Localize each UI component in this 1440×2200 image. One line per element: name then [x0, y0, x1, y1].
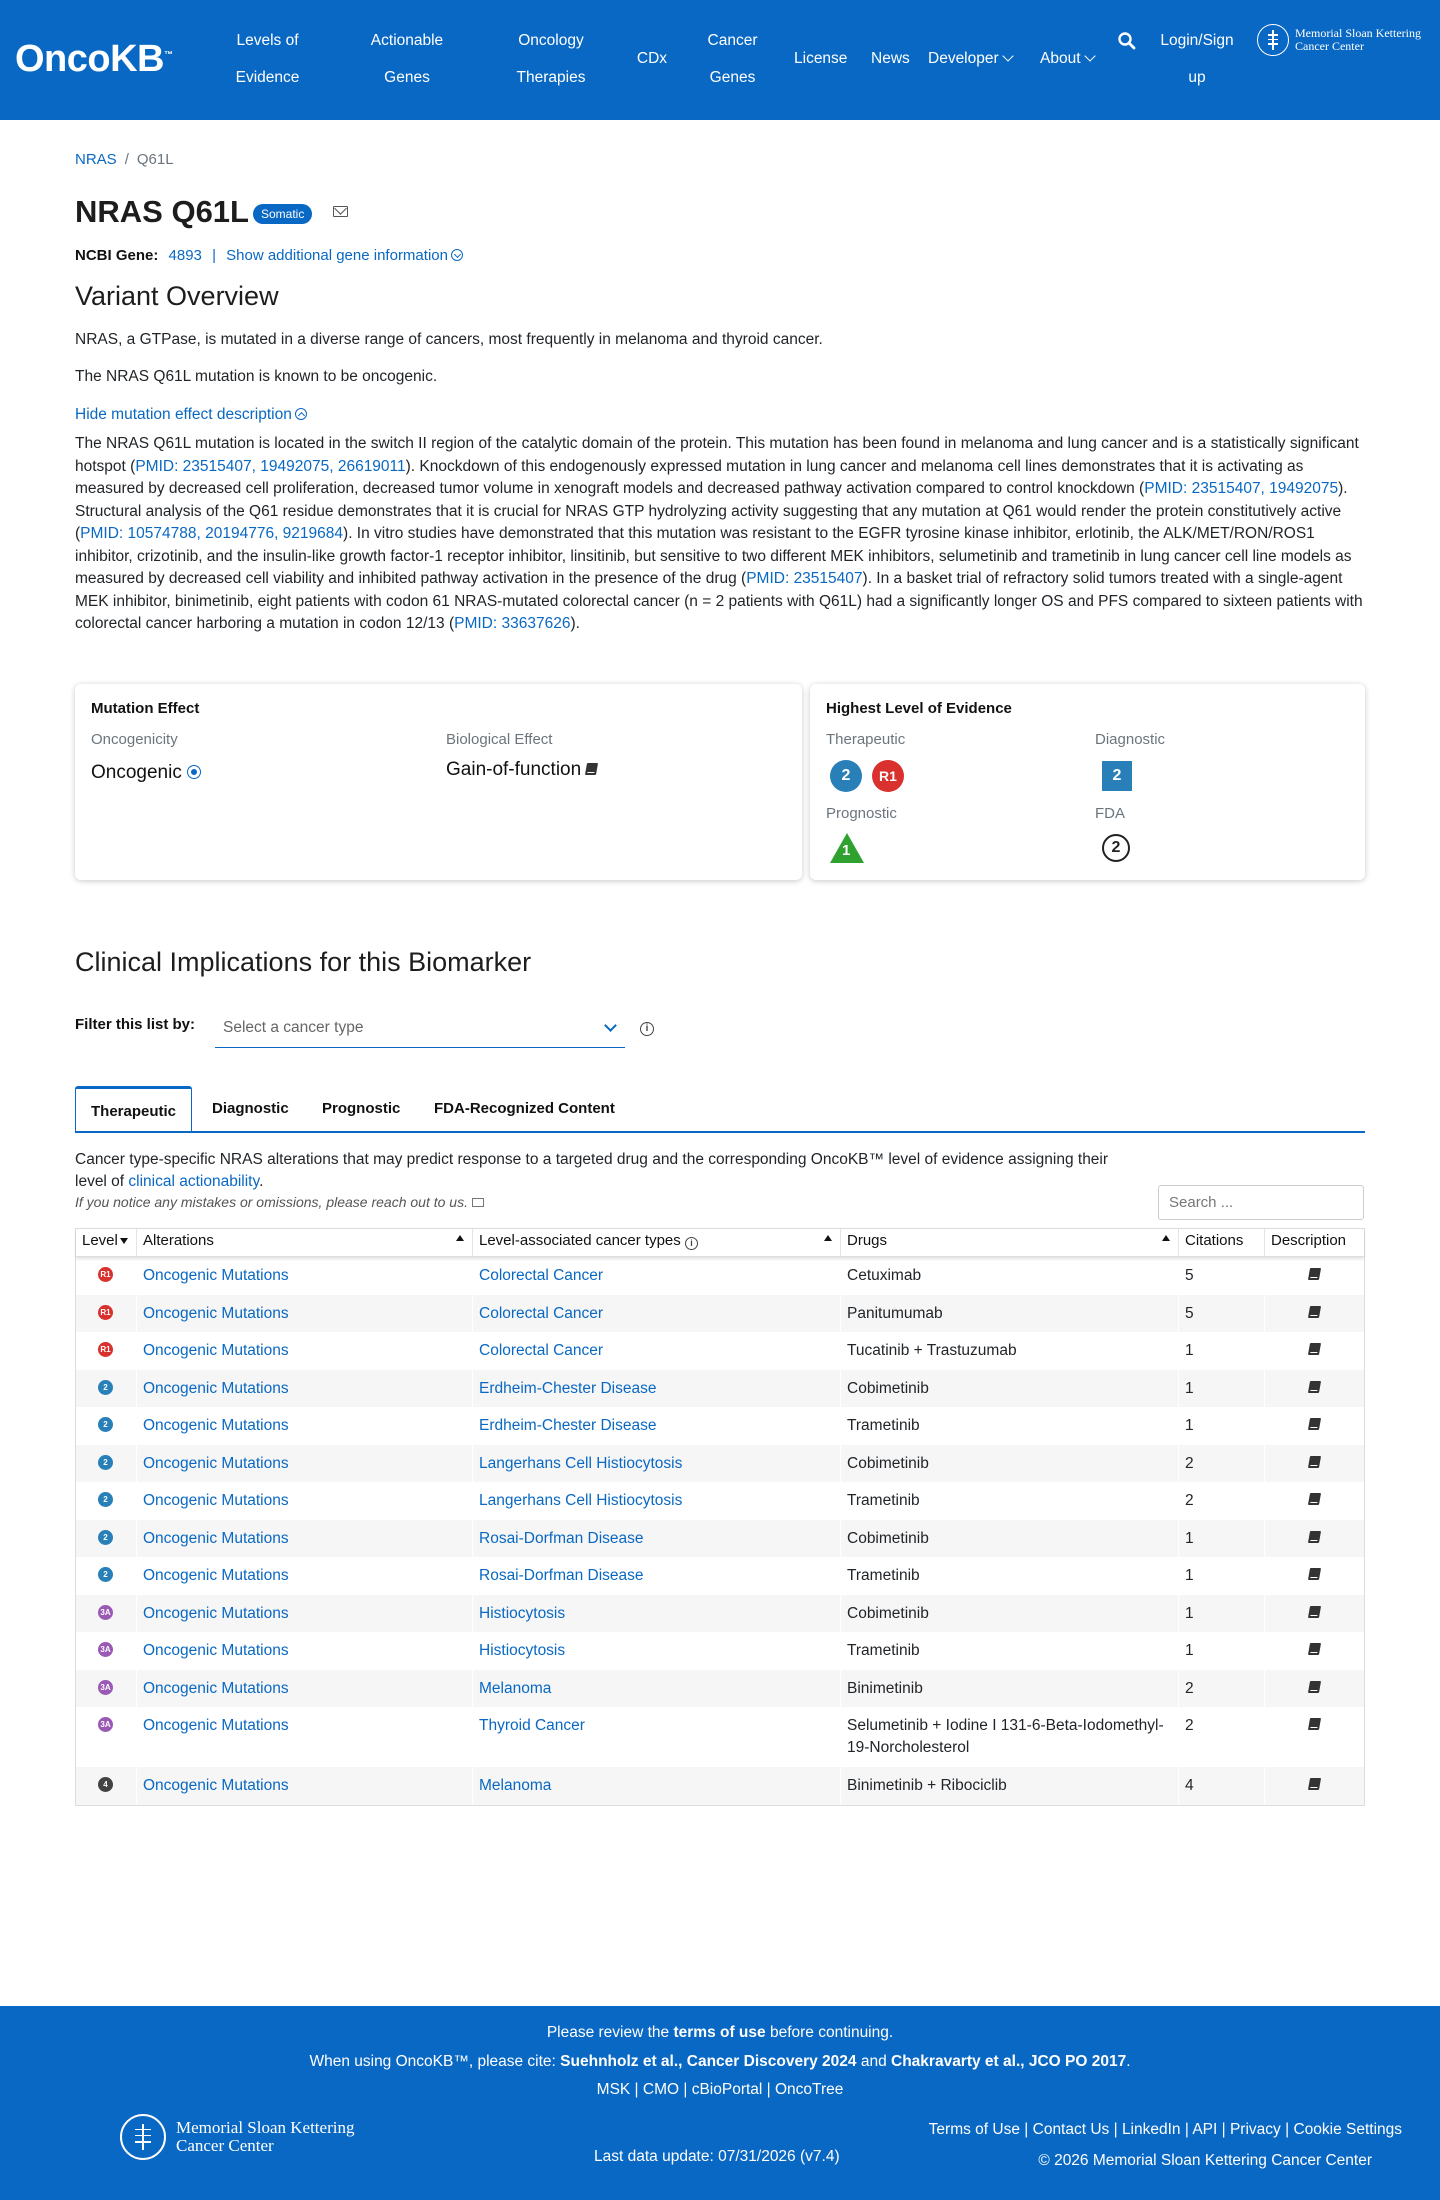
ncbi-gene-line — [75, 247, 463, 264]
description-cell — [1265, 1707, 1364, 1767]
level-icon[interactable]: 2 — [98, 1567, 113, 1582]
therapeutic-table — [75, 1228, 1365, 1806]
book-icon[interactable] — [1308, 1343, 1321, 1355]
mutation-effect-card — [75, 684, 802, 880]
top-navbar — [0, 0, 1440, 120]
cancer-type-link[interactable]: Melanoma — [479, 1679, 552, 1697]
chevron-down-icon — [604, 1019, 617, 1032]
nav-about[interactable]: About — [1040, 40, 1094, 77]
level-icon[interactable]: R1 — [98, 1267, 113, 1282]
msk-emblem-icon — [120, 2114, 166, 2160]
somatic-badge: Somatic — [253, 204, 312, 224]
cancer-type-cell — [473, 1482, 841, 1520]
table-row — [76, 1370, 1364, 1408]
table-row — [76, 1257, 1364, 1295]
col-alterations[interactable]: Alterations — [137, 1229, 473, 1256]
cancer-type-link[interactable]: Erdheim-Chester Disease — [479, 1379, 657, 1397]
ncbi-label: NCBI Gene: — [75, 247, 159, 264]
description-cell — [1265, 1632, 1364, 1670]
book-icon[interactable] — [1308, 1381, 1321, 1393]
cancer-type-link[interactable]: Colorectal Cancer — [479, 1342, 604, 1359]
book-icon[interactable] — [1308, 1456, 1321, 1468]
breadcrumb-gene-link[interactable]: NRAS — [75, 151, 117, 168]
book-icon[interactable] — [1308, 1681, 1321, 1693]
cancer-type-link[interactable]: Histiocytosis — [479, 1604, 566, 1622]
filter-label: Filter this list by: — [75, 1016, 196, 1033]
level-cell — [76, 1557, 137, 1595]
level-px1-icon[interactable]: 1 — [830, 833, 864, 863]
sort-desc-icon — [120, 1238, 128, 1244]
alteration-link[interactable]: Oncogenic Mutations — [143, 1417, 289, 1434]
level-cell — [76, 1707, 137, 1767]
drug-cell: Trametinib — [841, 1557, 1179, 1595]
show-gene-info-link[interactable]: Show additional gene information — [226, 247, 463, 264]
alteration-cell — [137, 1445, 473, 1483]
tabs-underline — [75, 1131, 1365, 1133]
cancer-type-cell — [473, 1445, 841, 1483]
cancer-type-cell — [473, 1557, 841, 1595]
level-cell — [76, 1482, 137, 1520]
level-cell — [76, 1632, 137, 1670]
info-icon[interactable]: i — [685, 1237, 698, 1250]
level-icon[interactable]: 3A — [98, 1680, 113, 1695]
level-icon[interactable]: 3A — [98, 1717, 113, 1732]
cancer-type-cell — [473, 1707, 841, 1767]
footer-linkedin-link[interactable]: LinkedIn — [1121, 2121, 1181, 2138]
breadcrumb-separator: / — [124, 151, 129, 168]
mail-icon[interactable] — [472, 1198, 484, 1207]
level-icon[interactable]: R1 — [98, 1305, 113, 1320]
drug-cell: Cobimetinib — [841, 1520, 1179, 1558]
citations-cell[interactable]: 1 — [1179, 1595, 1265, 1633]
table-search-input[interactable] — [1158, 1185, 1364, 1220]
tab-fda-recognized[interactable]: FDA-Recognized Content — [434, 1100, 615, 1117]
cite-chakravarty-link[interactable]: Chakravarty et al., JCO PO 2017 — [891, 2053, 1127, 2070]
pmid-link[interactable]: PMID: 23515407, 19492075 — [1144, 480, 1339, 497]
table-row — [76, 1295, 1364, 1333]
footer-partner-links: MSK | CMO | cBioPortal | OncoTree — [596, 2081, 844, 2098]
level-cell — [76, 1670, 137, 1708]
citations-cell[interactable]: 2 — [1179, 1445, 1265, 1483]
table-row — [76, 1595, 1364, 1633]
cancer-type-select-placeholder: Select a cancer type — [223, 1019, 364, 1036]
footer-link-msk[interactable]: MSK — [596, 2081, 631, 2098]
cancer-type-cell — [473, 1257, 841, 1295]
table-row — [76, 1482, 1364, 1520]
footer-link-cbioportal[interactable]: cBioPortal — [691, 2081, 763, 2098]
level-cell — [76, 1767, 137, 1805]
nav-oncology-therapies[interactable]: Oncology Therapies — [516, 32, 586, 86]
description-cell — [1265, 1557, 1364, 1595]
level-icon[interactable]: 4 — [98, 1777, 113, 1792]
description-text: ). Knockdown of this endogenously expressed mutation in lung cancer and melanoma cell lines demonstrates that it is activating as measured by decreased cell proliferation, decreased tumor volume in xenograft models and decreased pathway activation compared to control knockdown ( — [75, 457, 1304, 497]
alteration-link[interactable]: Oncogenic Mutations — [143, 1777, 289, 1794]
description-cell — [1265, 1295, 1364, 1333]
ncbi-gene-id-link[interactable]: 4893 — [168, 247, 202, 264]
oncogenic-statement: The NRAS Q61L mutation is known to be oncogenic. — [75, 368, 438, 385]
fda-level-2-icon[interactable]: 2 — [1102, 834, 1130, 862]
book-icon[interactable] — [1308, 1268, 1321, 1280]
book-icon[interactable] — [1308, 1778, 1321, 1790]
sort-icon — [1162, 1235, 1170, 1241]
alteration-cell — [137, 1332, 473, 1370]
chevron-circle-up-icon — [295, 408, 307, 420]
cancer-type-link[interactable]: Colorectal Cancer — [479, 1304, 604, 1322]
drug-cell: Trametinib — [841, 1482, 1179, 1520]
oncokb-logo[interactable]: OncoKB™ — [15, 38, 173, 80]
book-icon[interactable] — [1308, 1606, 1321, 1618]
feedback-note: If you notice any mistakes or omissions, please reach out to us. — [75, 1194, 484, 1210]
description-cell — [1265, 1520, 1364, 1558]
therapeutic-intro: Cancer type-specific NRAS alterations that may predict response to a targeted drug and the corresponding OncoKB™ level of evidence assigning their level of clinical actionability. — [75, 1151, 1109, 1190]
nav-developer[interactable]: Developer — [928, 40, 1012, 77]
footer-contact-link[interactable]: Contact Us — [1032, 2121, 1110, 2138]
alteration-link[interactable]: Oncogenic Mutations — [143, 1267, 289, 1284]
footer-right-links: Terms of Use | Contact Us | LinkedIn | API | Privacy | Cookie Settings — [928, 2121, 1402, 2138]
cancer-type-link[interactable]: Melanoma — [479, 1777, 552, 1794]
level-cell — [76, 1407, 137, 1445]
alteration-link[interactable]: Oncogenic Mutations — [143, 1717, 289, 1734]
level-r1-icon[interactable]: R1 — [872, 760, 904, 792]
last-data-update: Last data update: 07/31/2026 (v7.4) — [594, 2148, 840, 2165]
drug-cell: Panitumumab — [841, 1295, 1179, 1333]
citations-cell[interactable]: 5 — [1179, 1295, 1265, 1333]
description-text: ). In vitro studies have demonstrated that this mutation was resistant to the EGFR tyrosine kinase inhibitor, erlotinib, the ALK/MET/RON/ROS1 inhibitor, crizotinib, and the insulin-like growth factor-1 receptor inhibitor, linsitinib, but sensitive to two different MEK inhibitors, selumetinib and trametinib in lung cancer cell line models as measured by decreased cell viability and inhibited pathway activation in the presence of the drug ( — [75, 525, 1352, 587]
col-cancer-types[interactable]: Level-associated cancer types i — [473, 1229, 841, 1256]
cancer-type-link[interactable]: Colorectal Cancer — [479, 1267, 604, 1284]
footer-api-link[interactable]: API — [1192, 2121, 1218, 2138]
alteration-cell — [137, 1295, 473, 1333]
level-cell — [76, 1332, 137, 1370]
cancer-type-link[interactable]: Rosai-Dorfman Disease — [479, 1529, 644, 1547]
drug-cell: Cetuximab — [841, 1257, 1179, 1295]
citations-cell[interactable]: 1 — [1179, 1370, 1265, 1408]
description-cell — [1265, 1332, 1364, 1370]
footer-privacy-link[interactable]: Privacy — [1229, 2121, 1281, 2138]
alteration-cell — [137, 1595, 473, 1633]
drug-cell: Binimetinib — [841, 1670, 1179, 1708]
citations-cell[interactable]: 1 — [1179, 1332, 1265, 1370]
level-icon[interactable]: R1 — [98, 1342, 113, 1357]
table-row — [76, 1767, 1364, 1805]
alteration-cell — [137, 1520, 473, 1558]
biological-effect-value: Gain-of-function — [446, 759, 597, 781]
citations-cell[interactable]: 1 — [1179, 1557, 1265, 1595]
alteration-link[interactable]: Oncogenic Mutations — [143, 1679, 289, 1697]
alteration-link[interactable]: Oncogenic Mutations — [143, 1454, 289, 1472]
chevron-down-icon — [1002, 50, 1013, 61]
prognostic-label: Prognostic — [826, 805, 897, 822]
mutation-effect-description — [75, 433, 1365, 636]
pmid-link[interactable]: PMID: 33637626 — [454, 615, 571, 632]
table-row — [76, 1520, 1364, 1558]
nav-cancer-genes[interactable]: Cancer Genes — [707, 32, 758, 86]
chevron-down-icon — [1084, 50, 1095, 61]
mutation-effect-title: Mutation Effect — [91, 700, 200, 717]
alteration-cell — [137, 1407, 473, 1445]
description-cell — [1265, 1767, 1364, 1805]
search-icon[interactable] — [1117, 31, 1137, 51]
terms-of-use-link[interactable]: terms of use — [673, 2024, 766, 2041]
level-2-icon[interactable]: 2 — [830, 760, 862, 792]
footer-cookie-link[interactable]: Cookie Settings — [1293, 2121, 1402, 2138]
drug-cell: Tucatinib + Trastuzumab — [841, 1332, 1179, 1370]
biological-effect-label: Biological Effect — [446, 731, 553, 748]
highest-level-card — [810, 684, 1365, 880]
oncogenicity-value: Oncogenic — [91, 762, 201, 784]
breadcrumb-current: Q61L — [136, 151, 174, 168]
drug-cell: Binimetinib + Ribociclib — [841, 1767, 1179, 1805]
alteration-cell — [137, 1482, 473, 1520]
drug-cell: Trametinib — [841, 1407, 1179, 1445]
description-cell — [1265, 1257, 1364, 1295]
level-cell — [76, 1295, 137, 1333]
nav-login-signup[interactable]: Login/Sign up — [1160, 32, 1234, 86]
cancer-type-cell — [473, 1407, 841, 1445]
cite-suehnholz-link[interactable]: Suehnholz et al., Cancer Discovery 2024 — [560, 2053, 857, 2070]
cancer-type-cell — [473, 1295, 841, 1333]
cancer-type-cell — [473, 1520, 841, 1558]
footer-msk-logo[interactable]: Memorial Sloan Kettering Cancer Center — [120, 2114, 354, 2160]
drug-cell: Trametinib — [841, 1632, 1179, 1670]
hide-mutation-effect-link[interactable]: Hide mutation effect description — [75, 404, 1365, 427]
description-text: ). — [570, 615, 580, 632]
cancer-type-link[interactable]: Erdheim-Chester Disease — [479, 1417, 657, 1434]
citations-cell[interactable]: 4 — [1179, 1767, 1265, 1805]
sort-icon — [824, 1235, 832, 1241]
cancer-type-link[interactable]: Langerhans Cell Histiocytosis — [479, 1492, 683, 1509]
table-row — [76, 1670, 1364, 1708]
table-body — [76, 1257, 1364, 1805]
book-icon[interactable] — [1308, 1418, 1321, 1430]
level-icon[interactable]: 2 — [98, 1492, 113, 1507]
alteration-link[interactable]: Oncogenic Mutations — [143, 1642, 289, 1659]
table-row — [76, 1707, 1364, 1767]
pmid-link[interactable]: PMID: 23515407 — [746, 570, 863, 587]
level-icon[interactable]: 3A — [98, 1605, 113, 1620]
cancer-type-cell — [473, 1332, 841, 1370]
footer-link-cmo[interactable]: CMO — [642, 2081, 680, 2098]
description-cell — [1265, 1595, 1364, 1633]
cancer-type-link[interactable]: Rosai-Dorfman Disease — [479, 1567, 644, 1584]
alteration-link[interactable]: Oncogenic Mutations — [143, 1492, 289, 1509]
fda-label: FDA — [1095, 805, 1125, 822]
alteration-cell — [137, 1767, 473, 1805]
cancer-type-cell — [473, 1595, 841, 1633]
nav-levels-of-evidence[interactable]: Levels of Evidence — [235, 32, 300, 86]
msk-logo[interactable]: Memorial Sloan Kettering Cancer Center — [1257, 24, 1421, 56]
alteration-cell — [137, 1670, 473, 1708]
oncogenicity-label: Oncogenicity — [91, 731, 178, 748]
book-icon[interactable] — [1308, 1306, 1321, 1318]
sort-icon — [456, 1235, 464, 1241]
table-row — [76, 1632, 1364, 1670]
variant-overview-heading: Variant Overview — [75, 281, 279, 311]
cancer-type-cell — [473, 1670, 841, 1708]
ncbi-separator: | — [212, 247, 216, 264]
level-cell — [76, 1595, 137, 1633]
footer — [0, 2006, 1440, 2200]
book-icon[interactable] — [585, 763, 598, 775]
col-drugs[interactable]: Drugs — [841, 1229, 1179, 1256]
clinical-implications-heading: Clinical Implications for this Biomarker — [75, 947, 532, 977]
level-icon[interactable]: 2 — [98, 1417, 113, 1432]
table-row — [76, 1445, 1364, 1483]
chevron-circle-down-icon — [451, 249, 463, 261]
nav-license[interactable]: License — [794, 50, 848, 67]
level-icon[interactable]: 2 — [98, 1380, 113, 1395]
alteration-link[interactable]: Oncogenic Mutations — [143, 1567, 289, 1584]
alteration-cell — [137, 1370, 473, 1408]
breadcrumb — [75, 151, 174, 168]
copyright: © 2026 Memorial Sloan Kettering Cancer Center — [1038, 2152, 1372, 2169]
alteration-link[interactable]: Oncogenic Mutations — [143, 1304, 289, 1322]
book-icon[interactable] — [1308, 1531, 1321, 1543]
description-cell — [1265, 1670, 1364, 1708]
citations-cell[interactable]: 2 — [1179, 1482, 1265, 1520]
level-icon[interactable]: 3A — [98, 1642, 113, 1657]
tab-prognostic[interactable]: Prognostic — [322, 1100, 401, 1117]
alteration-link[interactable]: Oncogenic Mutations — [143, 1342, 289, 1359]
level-cell — [76, 1445, 137, 1483]
level-cell — [76, 1520, 137, 1558]
level-icon[interactable]: 2 — [98, 1455, 113, 1470]
footer-terms-link[interactable]: Terms of Use — [928, 2121, 1020, 2138]
cancer-type-select[interactable] — [215, 1012, 625, 1048]
footer-link-oncotree[interactable]: OncoTree — [775, 2081, 844, 2098]
alteration-cell — [137, 1257, 473, 1295]
book-icon[interactable] — [1308, 1643, 1321, 1655]
table-row — [76, 1332, 1364, 1370]
cancer-type-cell — [473, 1767, 841, 1805]
description-text: ). In a basket trial of refractory solid tumors treated with a single-agent MEK inhibitor, binimetinib, eight patients with codon 61 NRAS-mutated colorectal cancer (n = 2 patients with Q61L) had a significantly longer OS and PFS compared to sixteen patients with colorectal cancer harboring a mutation in codon 12/13 ( — [75, 570, 1363, 632]
alteration-cell — [137, 1707, 473, 1767]
mail-icon[interactable] — [333, 206, 348, 217]
msk-emblem-icon — [1257, 24, 1289, 56]
book-icon[interactable] — [1308, 1718, 1321, 1730]
col-level[interactable]: Level — [76, 1229, 137, 1256]
citation-notice: When using OncoKB™, please cite: Suehnholz et al., Cancer Discovery 2024 and Chakravarty et al., JCO PO 2017. — [309, 2053, 1131, 2070]
book-icon[interactable] — [1308, 1568, 1321, 1580]
table-row — [76, 1557, 1364, 1595]
citations-cell[interactable]: 1 — [1179, 1407, 1265, 1445]
therapeutic-label: Therapeutic — [826, 731, 906, 748]
cancer-type-cell — [473, 1370, 841, 1408]
table-row — [76, 1407, 1364, 1445]
cancer-type-link[interactable]: Thyroid Cancer — [479, 1717, 585, 1734]
citations-cell[interactable]: 2 — [1179, 1707, 1265, 1767]
nav-actionable-genes[interactable]: Actionable Genes — [370, 32, 444, 86]
terms-notice: Please review the terms of use before continuing. — [546, 2024, 894, 2041]
tab-therapeutic[interactable]: Therapeutic — [75, 1086, 192, 1133]
description-cell — [1265, 1482, 1364, 1520]
book-icon[interactable] — [1308, 1493, 1321, 1505]
nav-cdx[interactable]: CDx — [636, 50, 668, 67]
alteration-cell — [137, 1557, 473, 1595]
citations-cell[interactable]: 1 — [1179, 1632, 1265, 1670]
highest-level-title: Highest Level of Evidence — [826, 700, 1012, 717]
col-description: Description — [1271, 1232, 1347, 1249]
tab-diagnostic[interactable]: Diagnostic — [212, 1100, 289, 1117]
citations-cell[interactable]: 2 — [1179, 1670, 1265, 1708]
alteration-cell — [137, 1632, 473, 1670]
description-cell — [1265, 1445, 1364, 1483]
cancer-type-link[interactable]: Histiocytosis — [479, 1642, 566, 1659]
citations-cell[interactable]: 5 — [1179, 1257, 1265, 1295]
drug-cell: Cobimetinib — [841, 1445, 1179, 1483]
description-cell — [1265, 1407, 1364, 1445]
level-icon[interactable]: 2 — [98, 1530, 113, 1545]
table-header — [76, 1229, 1364, 1257]
drug-cell: Selumetinib + Iodine I 131-6-Beta-Iodomethyl-19-Norcholesterol — [841, 1707, 1179, 1767]
diagnostic-label: Diagnostic — [1095, 731, 1166, 748]
alteration-link[interactable]: Oncogenic Mutations — [143, 1379, 289, 1397]
description-text: ). Structural analysis of the Q61 residue demonstrates that it is crucial for NRAS GTP hydrolyzing activity suggesting that any mutation at Q61 would render the protein constitutively active ( — [75, 480, 1348, 542]
cancer-type-link[interactable]: Langerhans Cell Histiocytosis — [479, 1454, 683, 1472]
nav-news[interactable]: News — [871, 50, 910, 67]
drug-cell: Cobimetinib — [841, 1595, 1179, 1633]
description-text: The NRAS Q61L mutation is located in the switch II region of the catalytic domain of the protein. This mutation has been found in melanoma and lung cancer and is a statistically significant hotspot ( — [75, 435, 1359, 475]
drug-cell: Cobimetinib — [841, 1370, 1179, 1408]
alteration-link[interactable]: Oncogenic Mutations — [143, 1604, 289, 1622]
level-cell — [76, 1257, 137, 1295]
col-citations[interactable]: Citations — [1179, 1229, 1265, 1256]
level-dx2-icon[interactable]: 2 — [1102, 761, 1132, 791]
cancer-type-cell — [473, 1632, 841, 1670]
overview-summary: NRAS, a GTPase, is mutated in a diverse range of cancers, most frequently in melanoma and thyroid cancer. — [75, 331, 823, 348]
oncogenic-icon — [187, 765, 201, 779]
pmid-link[interactable]: PMID: 23515407, 19492075, 26619011 — [135, 457, 406, 475]
level-cell — [76, 1370, 137, 1408]
pmid-link[interactable]: PMID: 10574788, 20194776, 9219684 — [80, 525, 344, 542]
citations-cell[interactable]: 1 — [1179, 1520, 1265, 1558]
clinical-actionability-link[interactable]: clinical actionability — [128, 1173, 260, 1190]
info-icon[interactable]: i — [640, 1022, 654, 1036]
alteration-link[interactable]: Oncogenic Mutations — [143, 1529, 289, 1547]
page-title: NRAS Q61L — [75, 194, 249, 229]
description-cell — [1265, 1370, 1364, 1408]
